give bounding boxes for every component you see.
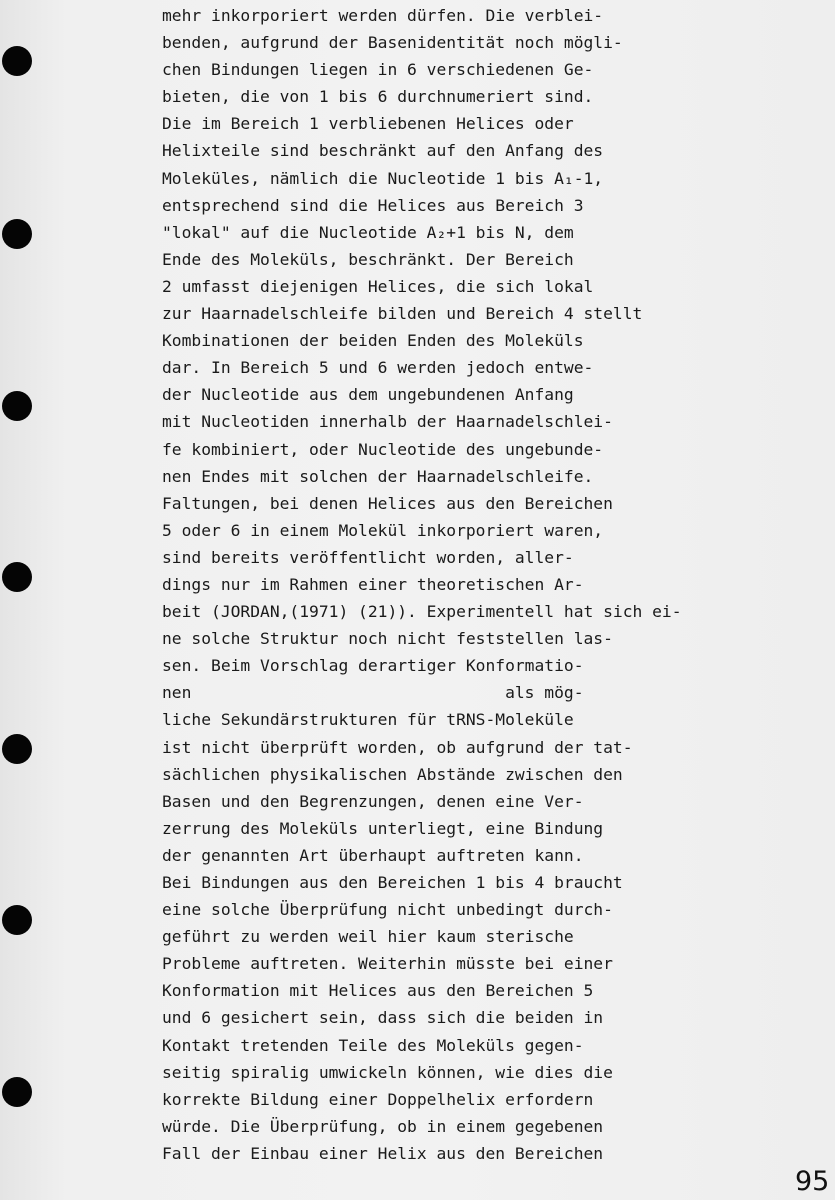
text-line: Kombinationen der beiden Enden des Moleküls	[162, 331, 584, 351]
text-line: ist nicht überprüft worden, ob aufgrund der tat-	[162, 737, 633, 757]
text-line: sen. Beim Vorschlag derartiger Konformatio-	[162, 656, 584, 676]
text-line: sind bereits veröffentlicht worden, aller-	[162, 547, 574, 567]
text-line: Ende des Moleküls, beschränkt. Der Bereich	[162, 249, 574, 269]
punch-hole-3	[2, 391, 32, 421]
text-line: Kontakt tretenden Teile des Moleküls gegen-	[162, 1035, 584, 1055]
punch-hole-7	[2, 1077, 32, 1107]
text-line: zur Haarnadelschleife bilden und Bereich 4 stellt	[162, 304, 643, 324]
punch-hole-4	[2, 562, 32, 592]
punch-hole-1	[2, 46, 32, 76]
text-line: mehr inkorporiert werden dürfen. Die verblei-	[162, 6, 604, 25]
text-line: dar. In Bereich 5 und 6 werden jedoch entwe-	[162, 358, 594, 378]
text-line: chen Bindungen liegen in 6 verschiedenen Ge-	[162, 60, 594, 80]
text-line: bieten, die von 1 bis 6 durchnumeriert sind.	[162, 87, 594, 107]
text-line: seitig spiralig umwickeln können, wie dies die	[162, 1062, 613, 1082]
text-line: nen Endes mit solchen der Haarnadelschleife.	[162, 466, 594, 486]
text-line: "lokal" auf die Nucleotide A₂+1 bis N, dem	[162, 222, 574, 242]
text-line: Moleküles, nämlich die Nucleotide 1 bis A₁-1,	[162, 168, 604, 188]
text-line: ne solche Struktur noch nicht feststellen las-	[162, 629, 613, 649]
text-line: sächlichen physikalischen Abstände zwischen den	[162, 764, 623, 784]
text-line: Konformation mit Helices aus den Bereichen 5	[162, 981, 594, 1001]
text-line: nen als mög-	[162, 683, 584, 703]
text-line: entsprechend sind die Helices aus Bereich 3	[162, 195, 584, 215]
text-line: liche Sekundärstrukturen für tRNS-Moleküle	[162, 710, 574, 730]
text-line: zerrung des Moleküls unterliegt, eine Bindung	[162, 818, 604, 838]
page-number: 95	[795, 1166, 830, 1197]
text-line: dings nur im Rahmen einer theoretischen Ar-	[162, 574, 584, 594]
text-line: Faltungen, bei denen Helices aus den Bereichen	[162, 493, 613, 513]
text-line: Fall der Einbau einer Helix aus den Bereichen	[162, 1143, 604, 1163]
text-line: Helixteile sind beschränkt auf den Anfang des	[162, 141, 604, 161]
text-line: und 6 gesichert sein, dass sich die beiden in	[162, 1008, 604, 1028]
punch-hole-6	[2, 905, 32, 935]
text-line: Basen und den Begrenzungen, denen eine Ver-	[162, 791, 584, 811]
text-line: Bei Bindungen aus den Bereichen 1 bis 4 braucht	[162, 873, 623, 892]
text-line: der genannten Art überhaupt auftreten kann.	[162, 845, 584, 865]
text-line: geführt zu werden weil hier kaum sterische	[162, 927, 574, 947]
text-line: fe kombiniert, oder Nucleotide des ungebunde-	[162, 439, 604, 459]
text-line: korrekte Bildung einer Doppelhelix erfordern	[162, 1089, 594, 1109]
text-line: eine solche Überprüfung nicht unbedingt durch-	[162, 900, 613, 920]
text-line: benden, aufgrund der Basenidentität noch mögli-	[162, 33, 623, 53]
body-text	[162, 2, 802, 1167]
punch-hole-2	[2, 219, 32, 249]
punch-hole-5	[2, 734, 32, 764]
text-line: der Nucleotide aus dem ungebundenen Anfang	[162, 385, 574, 405]
text-line: mit Nucleotiden innerhalb der Haarnadelschlei-	[162, 412, 613, 432]
text-line: beit (JORDAN,(1971) (21)). Experimentell hat sich ei-	[162, 602, 682, 622]
text-line: Die im Bereich 1 verbliebenen Helices oder	[162, 114, 574, 134]
text-line: Probleme auftreten. Weiterhin müsste bei einer	[162, 954, 613, 974]
text-line: 2 umfasst diejenigen Helices, die sich lokal	[162, 276, 594, 296]
text-line: würde. Die Überprüfung, ob in einem gegebenen	[162, 1116, 604, 1136]
text-line: 5 oder 6 in einem Molekül inkorporiert waren,	[162, 520, 604, 540]
